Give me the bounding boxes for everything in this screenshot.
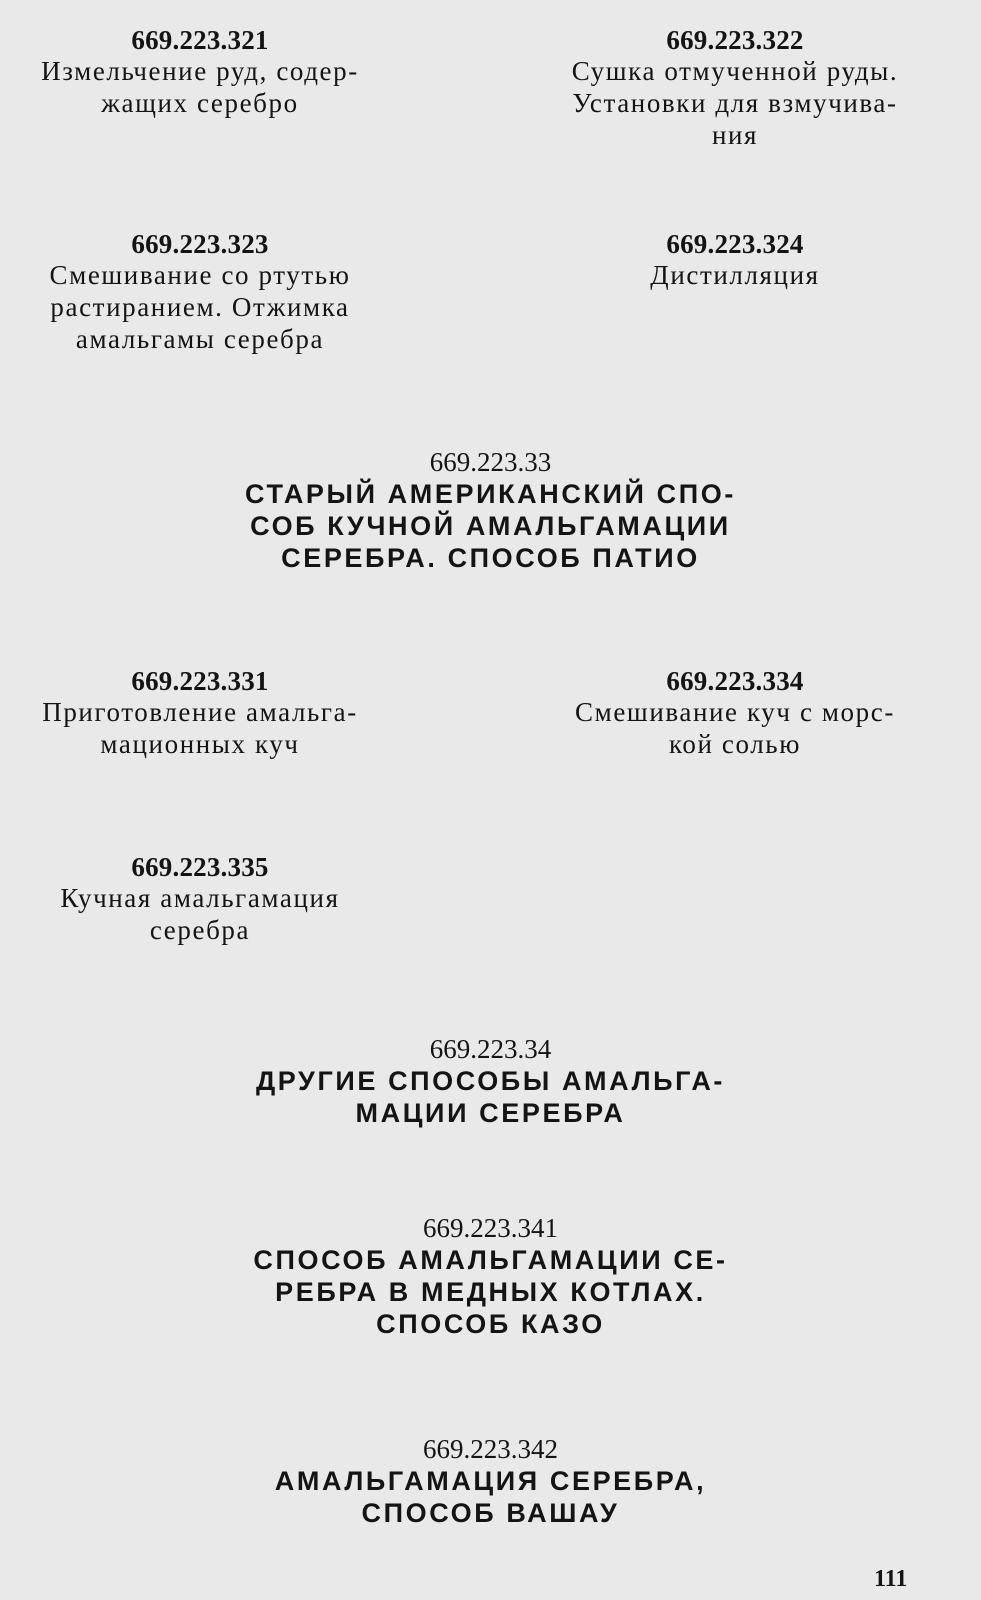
entry-669-223-334 bbox=[520, 666, 950, 760]
entry-description: Смешивание со ртутью растиранием. Отжимка амальгамы серебра bbox=[49, 260, 351, 354]
entry-code: 669.223.323 bbox=[131, 229, 269, 259]
section-669-223-34 bbox=[0, 1034, 981, 1129]
entry-description: Дистилляция bbox=[650, 260, 820, 290]
entry-description: Смешивание куч с морс- кой солью bbox=[575, 697, 895, 759]
section-code: 669.223.34 bbox=[429, 1034, 552, 1064]
section-669-223-341 bbox=[0, 1213, 981, 1340]
entry-669-223-331 bbox=[0, 666, 400, 760]
section-heading: АМАЛЬГАМАЦИЯ СЕРЕБРА, СПОСОБ ВАШАУ bbox=[274, 1466, 707, 1528]
entry-669-223-323 bbox=[0, 229, 400, 355]
section-669-223-33 bbox=[0, 447, 981, 574]
entry-code: 669.223.322 bbox=[666, 25, 804, 55]
entry-code: 669.223.321 bbox=[131, 25, 269, 55]
entry-code: 669.223.335 bbox=[131, 852, 269, 882]
entry-description: Сушка отмученной руды. Установки для взмучива- ния bbox=[571, 56, 899, 150]
entry-669-223-321 bbox=[0, 25, 400, 119]
section-heading: СТАРЫЙ АМЕРИКАНСКИЙ СПО- СОБ КУЧНОЙ АМАЛЬГАМАЦИИ СЕРЕБРА. СПОСОБ ПАТИО bbox=[245, 479, 736, 573]
entry-669-223-324 bbox=[520, 229, 950, 291]
section-heading: ДРУГИЕ СПОСОБЫ АМАЛЬГА- МАЦИИ СЕРЕБРА bbox=[255, 1066, 726, 1128]
section-code: 669.223.342 bbox=[423, 1434, 558, 1464]
entry-669-223-335 bbox=[0, 852, 400, 946]
section-heading: СПОСОБ АМАЛЬГАМАЦИИ СЕ- РЕБРА В МЕДНЫХ КОТЛАХ. СПОСОБ КАЗО bbox=[253, 1245, 728, 1339]
page-number: 111 bbox=[874, 1566, 908, 1592]
entry-description: Кучная амальгамация серебра bbox=[60, 883, 340, 945]
section-code: 669.223.341 bbox=[423, 1213, 558, 1243]
entry-669-223-322 bbox=[520, 25, 950, 151]
entry-description: Приготовление амальга- мационных куч bbox=[42, 697, 358, 759]
entry-code: 669.223.331 bbox=[131, 666, 269, 696]
section-669-223-342 bbox=[0, 1434, 981, 1529]
entry-code: 669.223.334 bbox=[666, 666, 804, 696]
entry-code: 669.223.324 bbox=[666, 229, 804, 259]
entry-description: Измельчение руд, содер- жащих серебро bbox=[41, 56, 359, 118]
section-code: 669.223.33 bbox=[429, 447, 552, 477]
